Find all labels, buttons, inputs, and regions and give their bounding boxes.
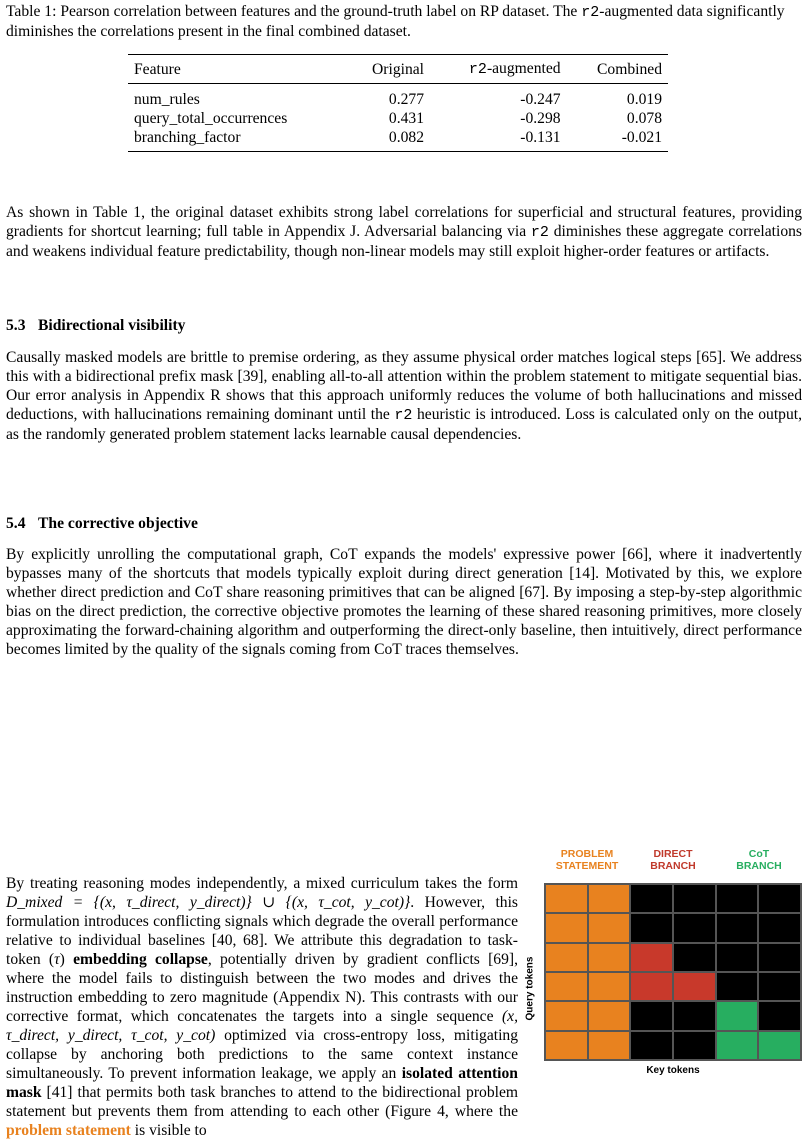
cell-combined: 0.078 (626, 110, 662, 127)
header-line-2: BRANCH (736, 860, 782, 872)
table-header-row (128, 55, 668, 84)
caption-text-2: -augmented data significantly diminishes the correlations present in the final combined dataset. (6, 3, 785, 40)
section-heading-5-3 (6, 317, 185, 335)
section-title: Bidirectional visibility (38, 317, 186, 334)
table-row (128, 84, 668, 110)
header-code: r2 (468, 61, 487, 78)
table-caption (6, 2, 802, 41)
cell-combined: 0.019 (626, 91, 662, 108)
col-header-original: Original (372, 60, 425, 78)
header-cot-branch (716, 848, 802, 872)
cell-combined: -0.021 (621, 129, 662, 146)
mask-cell (630, 943, 673, 972)
para4-a: By treating reasoning modes independently, a mixed curriculum takes the form (6, 875, 518, 892)
mask-cell (588, 1031, 631, 1060)
section-heading-5-4 (6, 515, 198, 533)
formula-mixed-curriculum: D_mixed = {(x, τ_direct, y_direct)} ∪ {(x, τ_cot, y_cot)} (6, 894, 411, 911)
header-suffix: -augmented (486, 60, 561, 77)
mask-cell (673, 972, 716, 1001)
cell-original: 0.082 (388, 129, 425, 146)
mask-cell (758, 972, 801, 1001)
mask-cell (716, 972, 759, 1001)
mask-cell (588, 972, 631, 1001)
cell-augmented: -0.247 (520, 91, 561, 108)
paragraph-2 (6, 348, 802, 444)
mask-cell (758, 884, 801, 913)
para4-b: . However, this formulation introduces conflicting signals which degrade the overall performance relative to individual baselines [40, 68]. We attribute this degradation to task-token ( (6, 894, 518, 968)
cell-original: 0.277 (388, 91, 425, 108)
header-line-1: CoT (748, 848, 770, 860)
header-line-1: DIRECT (653, 848, 693, 860)
mask-cell (758, 943, 801, 972)
paragraph-1 (6, 203, 802, 261)
cell-feature: query_total_occurrences (134, 110, 288, 127)
mask-cell (545, 1001, 588, 1030)
cell-augmented: -0.298 (520, 110, 561, 127)
para2-code: r2 (394, 407, 413, 424)
problem-statement-highlight: problem statement (6, 1122, 131, 1139)
paragraph-4 (6, 874, 518, 1140)
mask-cell (545, 972, 588, 1001)
mask-cell (716, 913, 759, 942)
correlation-table (128, 54, 668, 152)
header-line-1: PROBLEM (560, 848, 614, 860)
para4-d: , potentially driven by gradient conflicts [69], where the model fails to distinguish between the two modes and drives the instruction embedding to zero magnitude (Appendix N). This contrasts with our corrective format, which concatenates the targets into a single sequence (6, 951, 518, 1025)
col-header-combined: Combined (597, 60, 662, 78)
mask-cell (673, 913, 716, 942)
mask-cell (588, 913, 631, 942)
formula-sequence: (x, τ_direct, y_direct, τ_cot, y_cot) (6, 1008, 518, 1044)
header-problem-statement (544, 848, 630, 872)
mask-cell (630, 1001, 673, 1030)
mask-cell (588, 884, 631, 913)
mask-cell (588, 1001, 631, 1030)
mask-cell (630, 913, 673, 942)
mask-cell (758, 1031, 801, 1060)
caption-text: Table 1: Pearson correlation between features and the ground-truth label on RP dataset. The (6, 3, 582, 20)
col-header-feature: Feature (134, 60, 181, 78)
para4-f: [41] that permits both task branches to attend to the bidirectional problem statement but prevents them from attending to each other (Figure 4, where the (6, 1084, 518, 1120)
mask-cell (630, 972, 673, 1001)
para1-code: r2 (530, 224, 549, 241)
bold-isolated-mask: isolated attention mask (6, 1065, 518, 1101)
section-number: 5.3 (6, 317, 26, 334)
mask-cell (545, 1031, 588, 1060)
mask-cell (716, 943, 759, 972)
mask-cell (673, 1001, 716, 1030)
section-number: 5.4 (6, 515, 26, 532)
header-line-2: STATEMENT (555, 860, 619, 872)
mask-cell (673, 1031, 716, 1060)
mask-cell (716, 1001, 759, 1030)
para1-b: diminishes these aggregate correlations and weakens individual feature predictability, though non-linear models may still exploit higher-order features or artifacts. (6, 223, 802, 260)
section-title: The corrective objective (38, 515, 198, 532)
table-row (128, 128, 668, 152)
header-direct-branch (630, 848, 716, 872)
cell-feature: branching_factor (134, 129, 241, 146)
para4-c: ) (59, 951, 74, 968)
bold-embedding-collapse: embedding collapse (73, 951, 208, 968)
mask-cell (545, 943, 588, 972)
col-header-augmented (430, 55, 567, 84)
mask-cell (758, 1001, 801, 1030)
mask-cell (630, 1031, 673, 1060)
mask-cell (545, 913, 588, 942)
mask-cell (673, 884, 716, 913)
para4-e: optimized via cross-entropy loss, mitigating collapse by anchoring both predictions to the same context instance simultaneously. To prevent information leakage, we apply an (6, 1027, 519, 1082)
caption-code: r2 (581, 4, 600, 21)
mask-cell (588, 943, 631, 972)
mask-cell (630, 884, 673, 913)
y-axis-label: Query tokens (524, 956, 536, 1021)
cell-augmented: -0.131 (520, 129, 561, 146)
paragraph-3: By explicitly unrolling the computational graph, CoT expands the models' expressive power [66], where it inadvertently bypasses many of the shortcuts that models typically exploit during direct generation [14]. Motivated by this, we explore whether direct prediction and CoT share reasoning primitives that can be aligned [67]. By imposing a step-by-step algorithmic bias on the direct prediction, the corrective objective promotes the learning of these shared reasoning primitives, more closely approximating the forward-chaining algorithm and outperforming the direct-only baseline, then intuitively, direct performance becomes limited by the quality of the signals coming from CoT traces themselves. (6, 546, 802, 658)
para1-a: As shown in Table 1, the original dataset exhibits strong label correlations for superficial and structural features, providing gradients for shortcut learning; full table in Appendix J. Adversarial balancing via (6, 204, 802, 240)
mask-cell (545, 884, 588, 913)
cell-original: 0.431 (388, 110, 425, 127)
mask-cell (716, 884, 759, 913)
header-line-2: BRANCH (650, 860, 696, 872)
para2-b: heuristic is introduced. Loss is calculated only on the output, as the randomly generated problem statement lacks learnable causal dependencies. (6, 406, 802, 443)
mask-cell (716, 1031, 759, 1060)
para2-a: Causally masked models are brittle to premise ordering, as they assume physical order matches logical steps [65]. We address this with a bidirectional prefix mask [39], enabling all-to-all attention within the problem statement to mitigate sequential bias. Our error analysis in Appendix R shows that this approach uniformly reduces the volume of both hallucinations and missed deductions, with hallucinations remaining dominant until the (6, 349, 802, 423)
mask-cell (758, 913, 801, 942)
table-row (128, 109, 668, 128)
cell-feature: num_rules (134, 91, 200, 108)
x-axis-label: Key tokens (646, 1065, 700, 1076)
mask-cell (673, 943, 716, 972)
attention-mask-figure (522, 843, 804, 1078)
tau-symbol: τ (54, 951, 60, 968)
para4-g: is visible to (130, 1122, 207, 1139)
attention-grid (544, 883, 802, 1061)
